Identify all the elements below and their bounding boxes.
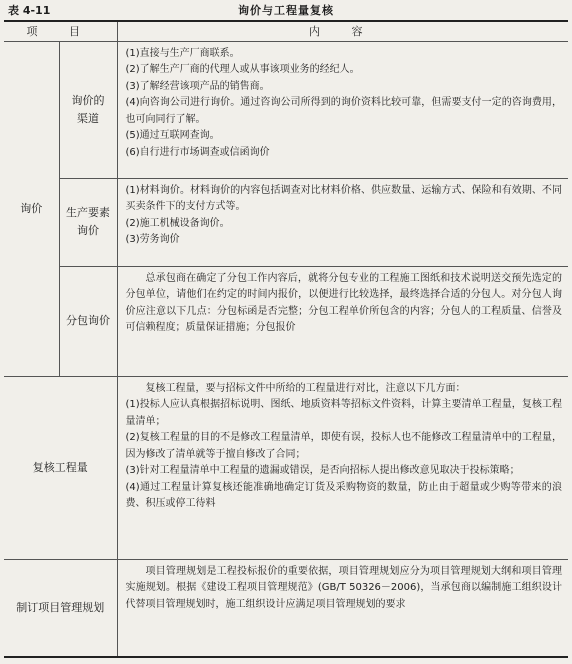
table-row-project-plan bbox=[4, 559, 568, 657]
channels-label: 询价的渠道 bbox=[59, 41, 117, 178]
inquiry-table bbox=[4, 20, 568, 658]
list-item: (1)材料询价。材料询价的内容包括调查对比材料价格、供应数量、运输方式、保险和有效期、不同买卖条件下的支付方式等。 bbox=[125, 184, 562, 212]
list-item: (1)投标人应认真根据招标说明、图纸、地质资料等招标文件资料，计算主要清单工程量，复核工程量清单； bbox=[125, 399, 562, 427]
project-plan-label: 制订项目管理规划 bbox=[4, 559, 117, 657]
subcontract-label: 分包询价 bbox=[59, 266, 117, 376]
production-factors-content bbox=[117, 178, 568, 266]
quantity-review-content bbox=[117, 376, 568, 559]
list-item: (4)通过工程量计算复核还能准确地确定订货及采购物资的数量，防止由于超量或少购等带来的浪费、积压或停工待料 bbox=[125, 481, 562, 509]
table-row-channels bbox=[4, 41, 568, 178]
paragraph: 复核工程量，要与招标文件中所给的工程量进行对比，注意以下几方面： bbox=[145, 382, 466, 394]
list-item: (1)直接与生产厂商联系。 bbox=[125, 47, 240, 59]
subcontract-content bbox=[117, 266, 568, 376]
list-item: (2)了解生产厂商的代理人或从事该项业务的经纪人。 bbox=[125, 64, 360, 75]
paragraph: 项目管理规划是工程投标报价的重要依据，项目管理规划应分为项目管理规划大纲和项目管理实施规划。根据《建设工程项目管理规范》(GB/T 50326－2006)，当承包商以编制施工组织设计代替项目管理规划时，施工组织设计应满足项目管理规划的要求 bbox=[125, 565, 562, 610]
table-number: 表 4-11 bbox=[8, 4, 51, 17]
list-item: (2)施工机械设备询价。 bbox=[125, 217, 230, 229]
table-caption bbox=[8, 2, 564, 18]
table-row-production-factors bbox=[4, 178, 568, 266]
list-item: (4)向咨询公司进行询价。通过咨询公司所得到的询价资料比较可靠，但需要支付一定的咨询费用，也可向同行了解。 bbox=[125, 97, 562, 125]
header-row bbox=[4, 21, 568, 41]
header-content: 内 容 bbox=[117, 21, 568, 41]
list-item: (3)了解经营该项产品的销售商。 bbox=[125, 80, 270, 92]
paragraph: 总承包商在确定了分包工作内容后，就将分包专业的工程施工图纸和技术说明送交预先选定的分包单位，请他们在约定的时间内报价，以便进行比较选择，最终选择合适的分包人。对分包人询价应注意以下几点：分包标函是否完整；分包工程单价所包含的内容；分包人的工程质量、信誉及可信赖程度；质量保证措施；分包报价 bbox=[125, 272, 562, 333]
inquiry-label: 询价 bbox=[4, 41, 59, 376]
channels-content bbox=[117, 41, 568, 178]
quantity-review-label: 复核工程量 bbox=[4, 376, 117, 559]
production-factors-label: 生产要素询价 bbox=[59, 178, 117, 266]
list-item: (6)自行进行市场调查或信函询价 bbox=[125, 146, 270, 158]
table-title: 询价与工程量复核 bbox=[238, 4, 334, 17]
list-item: (5)通过互联网查询。 bbox=[125, 130, 220, 141]
list-item: (3)劳务询价 bbox=[125, 234, 180, 245]
table-row-subcontract bbox=[4, 266, 568, 376]
table-row-quantity-review bbox=[4, 376, 568, 559]
list-item: (2)复核工程量的目的不是修改工程量清单，即使有误，投标人也不能修改工程量清单中的工程量，因为修改了清单就等于擅自修改了合同； bbox=[125, 432, 562, 460]
header-item: 项 目 bbox=[4, 21, 117, 41]
project-plan-content bbox=[117, 559, 568, 657]
list-item: (3)针对工程量清单中工程量的遗漏或错误，是否向招标人提出修改意见取决于投标策略； bbox=[125, 465, 520, 476]
